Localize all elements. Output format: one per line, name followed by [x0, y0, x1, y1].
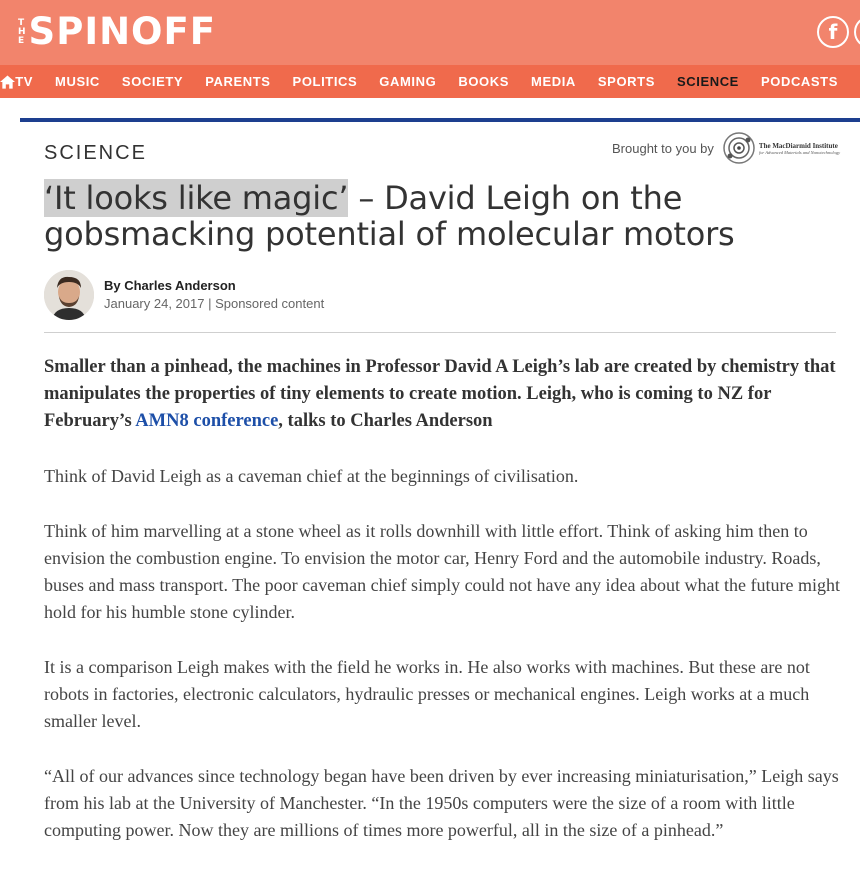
headline-text: – David Leigh on the gobsmacking potential of molecular motors	[44, 179, 735, 253]
nav-item-politics[interactable]: POLITICS	[292, 74, 358, 89]
article-date: January 24, 2017 | Sponsored content	[104, 296, 325, 311]
nav-item-gaming[interactable]: GAMING	[379, 74, 437, 89]
social-icon[interactable]	[854, 16, 860, 48]
logo-wordmark: SPINOFF	[28, 10, 217, 53]
nav-item-tv[interactable]: TV	[15, 74, 34, 89]
byline	[44, 270, 324, 320]
nav-item-books[interactable]: BOOKS	[458, 74, 510, 89]
facebook-icon[interactable]: f	[817, 16, 849, 48]
headline-highlight: ‘It looks like magic’	[44, 179, 349, 217]
body-paragraph: “All of our advances since technology began have been driven by ever increasing miniaturisation,” Leigh says from his lab at the University of Manchester. “In the 1950s computers were the size of a room with little computing power. Now they are millions of times more powerful, all in the size of a pinhead.”	[44, 766, 839, 840]
logo-the: T H E	[18, 17, 26, 46]
sponsor-block	[612, 131, 840, 165]
avatar[interactable]	[44, 270, 94, 320]
sponsor-logo[interactable]	[722, 131, 840, 165]
body-paragraph: Think of him marvelling at a stone wheel as it rolls downhill with little effort. Think of asking him then to envision the combustion engine. To envision the motor car, Henry Ford and the automobile industry. Roads, buses and mass transport. The poor caveman chief simply could not have any idea about what the future might hold for his humble stone cylinder.	[44, 521, 840, 622]
section-label[interactable]: SCIENCE	[44, 142, 147, 164]
nav-item-sports[interactable]: SPORTS	[597, 74, 655, 89]
sponsor-label: Brought to you by	[612, 140, 714, 156]
nav-item-media[interactable]: MEDIA	[531, 74, 576, 89]
home-icon-glyph	[0, 75, 15, 89]
divider	[44, 332, 836, 333]
main-nav	[0, 65, 860, 98]
nav-item-podcasts[interactable]: PODCASTS	[760, 74, 838, 89]
home-icon[interactable]	[0, 65, 15, 98]
body-paragraph: Think of David Leigh as a caveman chief at the beginnings of civilisation.	[44, 466, 579, 486]
amn8-conference-link[interactable]: AMN8 conference	[135, 411, 279, 431]
article-lede: Smaller than a pinhead, the machines in Professor David A Leigh’s lab are created by chemistry that manipulates the properties of tiny elements to create motion. Leigh, who is coming to NZ for February’s AMN8 conference, talks to Charles Anderson	[44, 357, 836, 431]
author-info	[104, 277, 324, 313]
article-headline	[44, 180, 834, 252]
author-photo	[44, 270, 94, 320]
nav-item-parents[interactable]: PARENTS	[205, 74, 271, 89]
body-paragraph: It is a comparison Leigh makes with the field he works in. He also works with machines. But these are not robots in factories, electronic calculators, hydraulic presses or mechanical engines. Leigh works at a much smaller level.	[44, 657, 810, 731]
site-header	[0, 0, 860, 65]
sponsor-logo-icon	[722, 131, 756, 165]
site-logo[interactable]	[18, 12, 216, 52]
article	[20, 118, 860, 894]
nav-item-music[interactable]: MUSIC	[55, 74, 100, 89]
nav-item-science[interactable]: SCIENCE	[676, 74, 739, 89]
nav-item-society[interactable]: SOCIETY	[121, 74, 184, 89]
sponsor-name: The MacDiarmid Institute for Advanced Materials and Nanotechnology	[758, 141, 841, 155]
author-name[interactable]: By Charles Anderson	[104, 278, 236, 293]
